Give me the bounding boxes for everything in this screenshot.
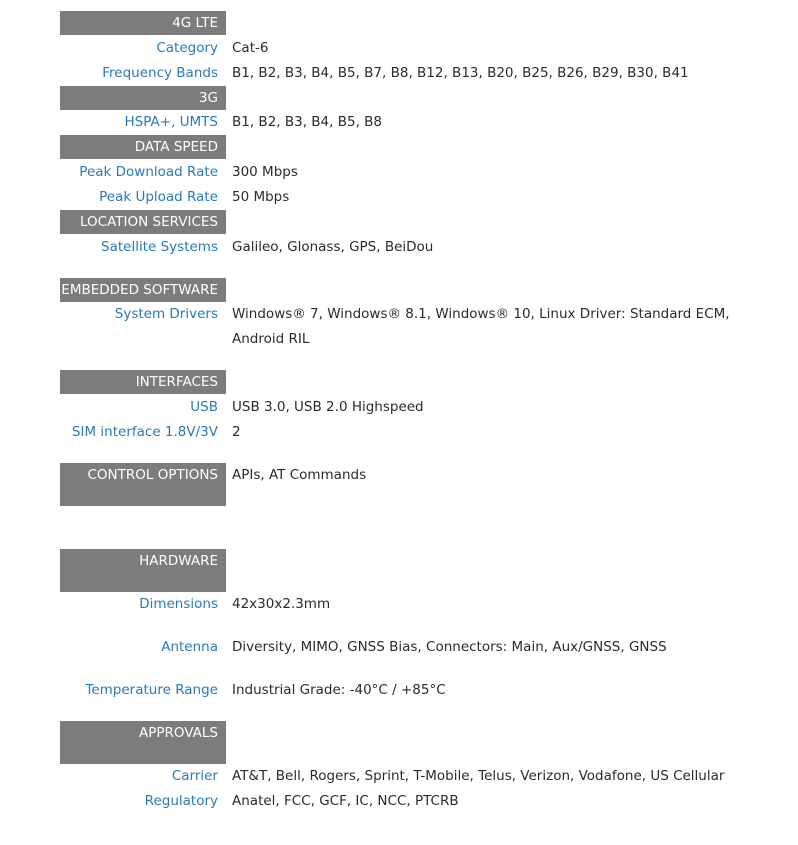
spec-label-usb: USB [190, 399, 218, 415]
section-header-3g: 3G [60, 86, 226, 110]
section-header-location-services: LOCATION SERVICES [60, 210, 226, 234]
spec-label-sim-interface: SIM interface 1.8V/3V [71, 424, 218, 440]
spec-value-temperature-range: Industrial Grade: -40°C / +85°C [232, 682, 446, 698]
section-header-embedded-software: EMBEDDED SOFTWARE [60, 278, 226, 302]
spec-label-dimensions: Dimensions [139, 596, 218, 612]
spec-value-dimensions: 42x30x2.3mm [232, 596, 331, 612]
section-header-data-speed: DATA SPEED [60, 135, 226, 159]
spec-value-peak-upload-rate: 50 Mbps [232, 189, 290, 205]
spec-value-sim-interface: 2 [232, 424, 241, 440]
spec-label-peak-upload-rate: Peak Upload Rate [99, 189, 218, 205]
spec-label-regulatory: Regulatory [144, 793, 218, 809]
spec-label-system-drivers: System Drivers [114, 306, 218, 322]
spec-label-temperature-range: Temperature Range [85, 682, 218, 698]
section-header-control-options: CONTROL OPTIONS [60, 463, 226, 506]
spec-value-hspa-umts: B1, B2, B3, B4, B5, B8 [232, 114, 383, 130]
section-header-interfaces: INTERFACES [60, 370, 226, 394]
spec-value-regulatory: Anatel, FCC, GCF, IC, NCC, PTCRB [232, 793, 459, 809]
spec-label-hspa-umts: HSPA+, UMTS [124, 114, 218, 130]
spec-value-control-options: APIs, AT Commands [232, 467, 367, 483]
spec-value-usb: USB 3.0, USB 2.0 Highspeed [232, 399, 424, 415]
section-header-approvals: APPROVALS [60, 721, 226, 764]
spec-value-peak-download-rate: 300 Mbps [232, 164, 298, 180]
spec-value-antenna: Diversity, MIMO, GNSS Bias, Connectors: Main, Aux/GNSS, GNSS [232, 639, 667, 655]
spec-label-carrier: Carrier [171, 768, 218, 784]
spec-label-satellite-systems: Satellite Systems [101, 239, 218, 255]
section-header-4g-lte: 4G LTE [60, 11, 226, 35]
spec-value-frequency-bands: B1, B2, B3, B4, B5, B7, B8, B12, B13, B20, B25, B26, B29, B30, B41 [232, 65, 689, 81]
spec-value-carrier: AT&T, Bell, Rogers, Sprint, T-Mobile, Telus, Verizon, Vodafone, US Cellular [232, 768, 725, 784]
spec-value-satellite-systems: Galileo, Glonass, GPS, BeiDou [232, 239, 434, 255]
section-header-hardware: HARDWARE [60, 549, 226, 592]
spec-value-system-drivers: Windows® 7, Windows® 8.1, Windows® 10, Linux Driver: Standard ECM, Android RIL [232, 306, 730, 347]
spec-label-peak-download-rate: Peak Download Rate [79, 164, 218, 180]
spec-label-category: Category [156, 40, 218, 56]
spec-value-category: Cat-6 [232, 40, 269, 56]
spec-label-antenna: Antenna [161, 639, 218, 655]
spec-label-frequency-bands: Frequency Bands [102, 65, 218, 81]
